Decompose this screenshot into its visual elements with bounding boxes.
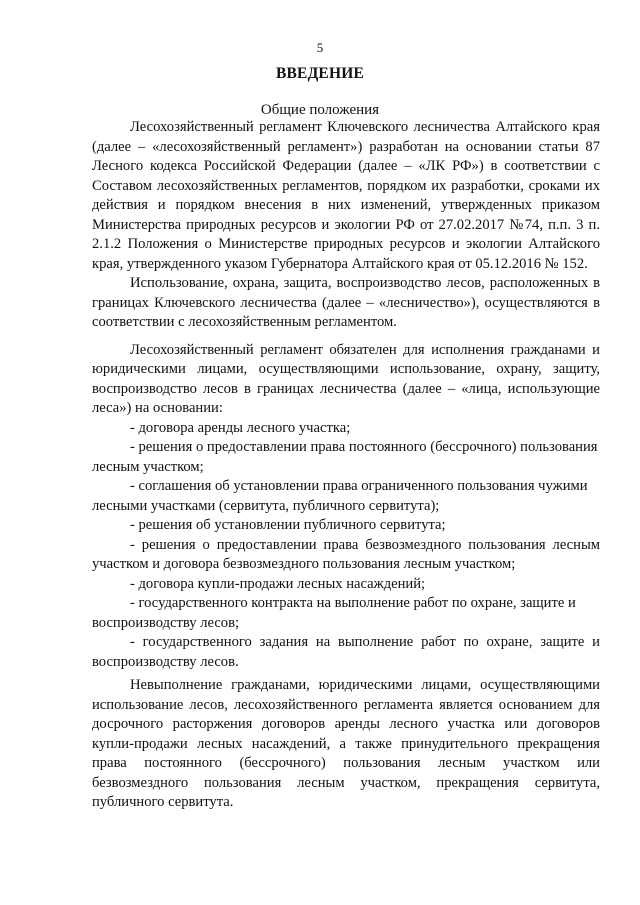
obligation-paragraph: Лесохозяйственный регламент обязателен для исполнения гражданами и юридическими лицами, осуществляющими использование, охрану, защиту, воспроизводство лесов в границах лесничества (далее – «лица, использующие леса») на основании:	[92, 341, 600, 416]
list-item: - государственного задания на выполнение работ по охране, защите и воспроизводству лесов.	[92, 634, 600, 670]
list-item: - соглашения об установлении права ограниченного пользования чужими лесными участками (сервитута, публичного сервитута);	[92, 478, 588, 514]
section-heading: ВВЕДЕНИЕ	[275, 65, 365, 82]
usage-paragraph: Использование, охрана, защита, воспроизводство лесов, расположенных в границах Ключевского лесничества (далее – «лесничество»), осуществляются в соответствии с лесохозяйственным регламентом.	[92, 275, 600, 330]
page-number: 5	[316, 40, 324, 55]
document-body	[92, 118, 600, 813]
section-subheading: Общие положения	[260, 102, 380, 118]
closing-paragraph: Невыполнение гражданами, юридическими лицами, осуществляющими использование лесов, лесохозяйственного регламента является основанием для досрочного расторжения договоров аренды лесного участка или договоров купли-продажи лесных насаждений, а также принудительного прекращения права постоянного (бессрочного) пользования лесным участком или безвозмездного пользования лесным участком, прекращения сервитута, публичного сервитута.	[92, 677, 600, 810]
list-item: - государственного контракта на выполнение работ по охране, защите и воспроизводству лесов;	[92, 595, 576, 631]
list-item: - решения о предоставлении права безвозмездного пользования лесным участком и договора безвозмездного пользования лесным участком;	[92, 536, 600, 572]
list-item: - решения об установлении публичного сервитута;	[130, 517, 446, 533]
list-item: - договора купли-продажи лесных насаждений;	[130, 575, 426, 592]
intro-paragraph: Лесохозяйственный регламент Ключевского лесничества Алтайского края (далее – «лесохозяйственный регламент») разработан на основании статьи 87 Лесного кодекса Российской Федерации (далее – «ЛК РФ») в соответствии с Составом лесохозяйственных регламентов, порядком их разработки, сроками их действия и порядком внесения в них изменений, утвержденных приказом Министерства природных ресурсов и экологии РФ от 27.02.2017 №74, п.п. 3 п. 2.1.2 Положения о Министерстве природных ресурсов и экологии Алтайского края, утвержденного указом Губернатора Алтайского края от 05.12.2016 № 152.	[92, 119, 600, 272]
list-item: - договора аренды лесного участка;	[130, 419, 351, 436]
list-item: - решения о предоставлении права постоянного (бессрочного) пользования лесным участком;	[92, 439, 598, 475]
